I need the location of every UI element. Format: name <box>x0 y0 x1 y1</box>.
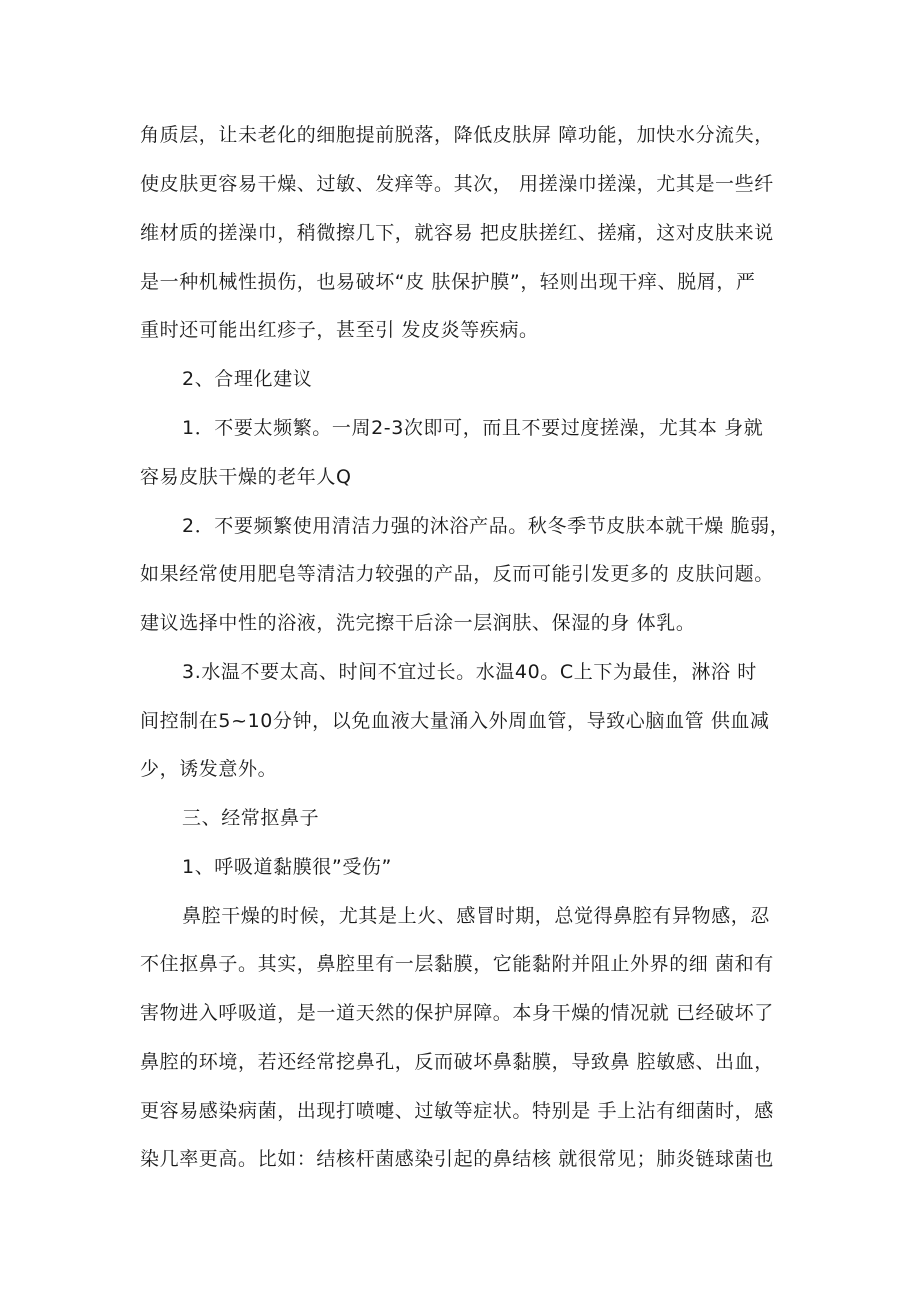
text-line: 少，诱发意外。 <box>140 758 278 780</box>
text-line: 鼻腔的环境，若还经常挖鼻孔，反而破坏鼻黏膜，导致鼻 腔敏感、出血， <box>140 1051 774 1073</box>
subsection-heading: 1、呼吸道黏膜很”受伤” <box>182 856 392 878</box>
text-line: 2．不要频繁使用清洁力强的沐浴产品。秋冬季节皮肤本就干燥 脆弱， <box>182 515 790 537</box>
text-line: 间控制在5~10分钟，以免血液大量涌入外周血管，导致心脑血管 供血减 <box>140 710 770 732</box>
text-line: 建议选择中性的浴液，洗完擦干后涂一层润肤、保湿的身 体乳。 <box>140 612 696 634</box>
text-line: 使皮肤更容易干燥、过敏、发痒等。其次， 用搓澡巾搓澡，尤其是一些纤 <box>140 173 774 195</box>
text-line: 1．不要太频繁。一周2-3次即可，而且不要过度搓澡，尤其本 身就 <box>182 417 764 439</box>
text-line: 是一种机械性损伤，也易破坏“皮 肤保护膜”，轻则出现干痒、脱屑，严 <box>140 271 756 293</box>
text-line: 重时还可能出红疹子，甚至引 发皮炎等疾病。 <box>140 319 539 341</box>
text-line: 害物进入呼吸道，是一道天然的保护屏障。本身干燥的情况就 已经破坏了 <box>140 1002 774 1024</box>
text-line: 染几率更高。比如：结核杆菌感染引起的鼻结核 就很常见；肺炎链球菌也 <box>140 1148 774 1170</box>
text-line: 维材质的搓澡巾，稍微擦几下，就容易 把皮肤搓红、搓痛，这对皮肤来说 <box>140 222 774 244</box>
section-heading: 2、合理化建议 <box>182 368 313 390</box>
text-line: 不住抠鼻子。其实，鼻腔里有一层黏膜，它能黏附并阻止外界的细 菌和有 <box>140 953 774 975</box>
section-heading: 三、经常抠鼻子 <box>182 807 320 829</box>
text-line: 3.水温不要太高、时间不宜过长。水温40。C上下为最佳，淋浴 时 <box>182 661 757 683</box>
text-line: 容易皮肤干燥的老年人Q <box>140 466 352 488</box>
text-line: 角质层，让未老化的细胞提前脱落，降低皮肤屏 障功能，加快水分流失， <box>140 124 774 146</box>
text-line: 更容易感染病菌，出现打喷嚏、过敏等症状。特别是 手上沾有细菌时，感 <box>140 1100 774 1122</box>
text-line: 鼻腔干燥的时候，尤其是上火、感冒时期，总觉得鼻腔有异物感，忍 <box>182 905 771 927</box>
text-line: 如果经常使用肥皂等清洁力较强的产品，反而可能引发更多的 皮肤问题。 <box>140 563 774 585</box>
